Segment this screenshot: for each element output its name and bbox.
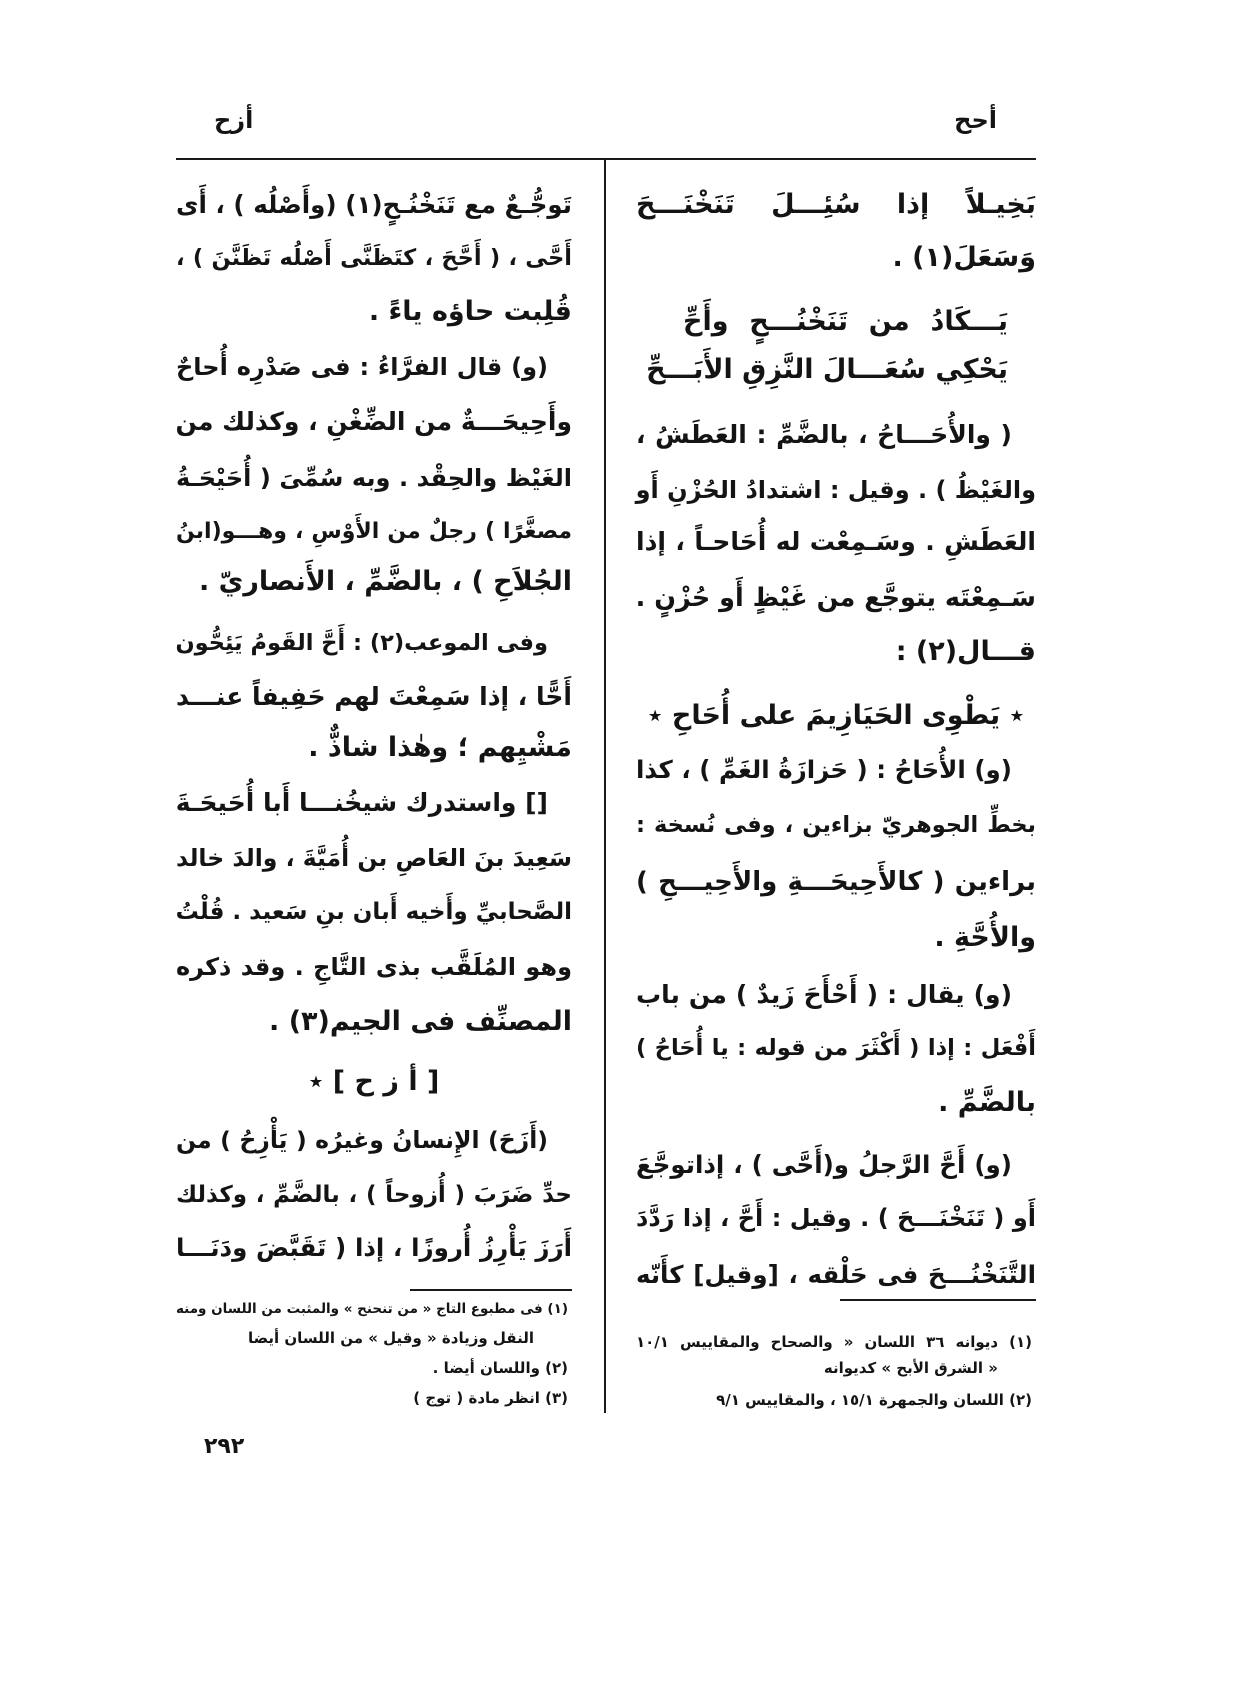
entry-text-line: قـــال(٢) : bbox=[895, 636, 1036, 667]
entry-text-line: براءين ( كالأَحِيحَـــةِ والأَحِيـــحِ ) bbox=[636, 867, 1036, 897]
entry-text-line: سَـمِعْتَه يتوجَّع من غَيْظٍ أَو حُزْنٍ . bbox=[635, 583, 1036, 613]
footnote-rule bbox=[840, 1299, 1036, 1301]
footnote-rule bbox=[410, 1289, 572, 1291]
entry-text-line: مَشْيِهم ؛ وهٰذا شاذٌّ . bbox=[308, 732, 572, 763]
footnote: (٢) واللسان أيضا . bbox=[432, 1359, 568, 1377]
entry-text-line: بَخِيـلاً إذا سُئِـــلَ تَنَخْنَـــحَ bbox=[636, 189, 1036, 220]
entry-text-line: بالضَّمِّ . bbox=[938, 1087, 1036, 1118]
left-column bbox=[176, 0, 572, 1430]
footnote: « الشرق الأبح » كديوانه bbox=[823, 1359, 998, 1377]
verse-line: ٭ يَطْوِى الحَيَازِيمَ على أُحَاحِ ٭ bbox=[647, 700, 1025, 731]
entry-text-line: أَحَّى ، ( أَحَّحَ ، كتَظَنَّى أَصْلُه تَظَنَّنَ ) ، bbox=[176, 245, 572, 271]
entry-text-line: وأَحِيحَـــةٌ من الضِّغْنِ ، وكذلك من bbox=[175, 407, 572, 436]
entry-text-line: سَعِيدَ بنَ العَاصِ بن أُمَيَّةَ ، والدَ خالد bbox=[176, 844, 572, 872]
right-column bbox=[636, 0, 1036, 1430]
column-divider bbox=[604, 158, 606, 1413]
footnote: (٢) اللسان والجمهرة ١٥/١ ، والمقاييس ٩/١ bbox=[716, 1391, 1032, 1409]
entry-text-line: والأُحَّةِ . bbox=[934, 922, 1036, 953]
entry-text-line: قُلِبت حاؤه ياءً . bbox=[368, 296, 572, 327]
verse-line: يَـــكَادُ من تَنَخْنُـــحٍ وأَحِّ bbox=[683, 306, 1008, 337]
page-number: ٢٩٢ bbox=[204, 1434, 245, 1459]
entry-text-line: وهو المُلَقَّب بذى التَّاجِ . وقد ذكره bbox=[176, 953, 572, 981]
footnote: (٣) انظر مادة ( توج ) bbox=[413, 1389, 568, 1407]
entry-text-line: حدِّ ضَرَبَ ( أُزوحاً ) ، بالضَّمِّ ، وكذلك bbox=[176, 1182, 572, 1208]
running-header-right-root: أحح bbox=[954, 106, 997, 134]
entry-heading: [ أ ز ح ] ٭ bbox=[308, 1066, 440, 1097]
entry-text-line: مصغَّرًا ) رجلٌ من الأَوْسِ ، وهـــو(ابنُ bbox=[176, 519, 572, 544]
entry-text-line: بخطِّ الجوهريّ بزاءين ، وفى نُسخة : bbox=[636, 812, 1036, 838]
entry-text-line: أَفْعَل : إذا ( أَكْثَرَ من قوله : يا أُحَاحُ ) bbox=[636, 1035, 1036, 1061]
entry-text-line: وَسَعَلَ(١) . bbox=[892, 242, 1036, 273]
verse-line: يَحْكِي سُعَـــالَ النَّزِقِ الأَبَـــحِّ bbox=[646, 354, 1008, 385]
entry-text-line: والغَيْظُ ) . وقيل : اشتدادُ الحُزْنِ أَو bbox=[635, 476, 1036, 504]
entry-text-line: (و) قال الفرَّاءُ : فى صَدْرِه أُحاحٌ bbox=[176, 353, 548, 381]
entry-text-line: أَحًّا ، إذا سَمِعْتَ لهم حَفِيفاً عنـــد bbox=[175, 682, 572, 711]
entry-text-line: أَرَزَ يَأْرِزُ أُروزًا ، إذا ( تَقَبَّضَ ودَنَـــا bbox=[176, 1233, 572, 1262]
running-header-left-root: أزح bbox=[214, 106, 254, 134]
entry-text-line: (أَزَحَ) الإِنسانُ وغيرُه ( يَأْزِحُ ) من bbox=[176, 1126, 548, 1154]
footnote: النقل وزيادة « وقيل » من اللسان أيضا bbox=[247, 1329, 534, 1347]
entry-text-line: العَطَشِ . وسَـمِعْت له أُحَاحـاً ، إذا bbox=[636, 527, 1036, 556]
entry-text-line: أَو ( تَنَخْنَـــحَ ) . وقيل : أَحَّ ، إذا رَدَّدَ bbox=[636, 1204, 1036, 1232]
entry-text-line: التَّنَخْنُـــحَ فى حَلْقه ، [وقيل] كأَنّه bbox=[636, 1260, 1036, 1289]
entry-text-line: الجُلاَحِ ) ، بالضَّمِّ ، الأَنصاريّ . bbox=[198, 566, 572, 597]
entry-text-line: (و) أَحَّ الرَّجلُ و(أَحَّى ) ، إذاتوجَّعَ bbox=[636, 1150, 1012, 1179]
footnote: (١) فى مطبوع التاج « من تنحنح » والمثبت من اللسان ومنه bbox=[176, 1301, 568, 1317]
entry-text-line: وفى الموعب(٢) : أَحَّ القَومُ يَئِحُّون bbox=[175, 630, 548, 656]
entry-text-line: تَوجُّـعٌ مع تَنَخْنُـحٍ(١) (وأَصْلُه ) ، أَى bbox=[176, 190, 572, 219]
entry-text-line: الصَّحابيِّ وأَخيه أَبان بنِ سَعيد . قُلْتُ bbox=[175, 899, 572, 925]
entry-text-line: الغَيْظ والحِقْد . وبه سُمِّىَ ( أُحَيْحَـةُ bbox=[176, 464, 572, 492]
entry-text-line: (و) يقال : ( أَحْأَحَ زَيدٌ ) من باب bbox=[636, 980, 1012, 1009]
entry-text-line: [] واستدرك شيخُنـــا أَبا أُحَيحَـةَ bbox=[175, 788, 548, 817]
entry-text-line: (و) الأُحَاحُ : ( حَزازَةُ الغَمِّ ) ، كذا bbox=[636, 755, 1012, 784]
entry-text-line: المصنِّف فى الجيم(٣) . bbox=[269, 1006, 572, 1037]
entry-text-line: ( والأُحَـــاحُ ، بالضَّمِّ : العَطَشُ ، bbox=[636, 420, 1012, 449]
footnote: (١) ديوانه ٣٦ اللسان « والصحاح والمقاييس ١٠/١ bbox=[636, 1333, 1032, 1351]
